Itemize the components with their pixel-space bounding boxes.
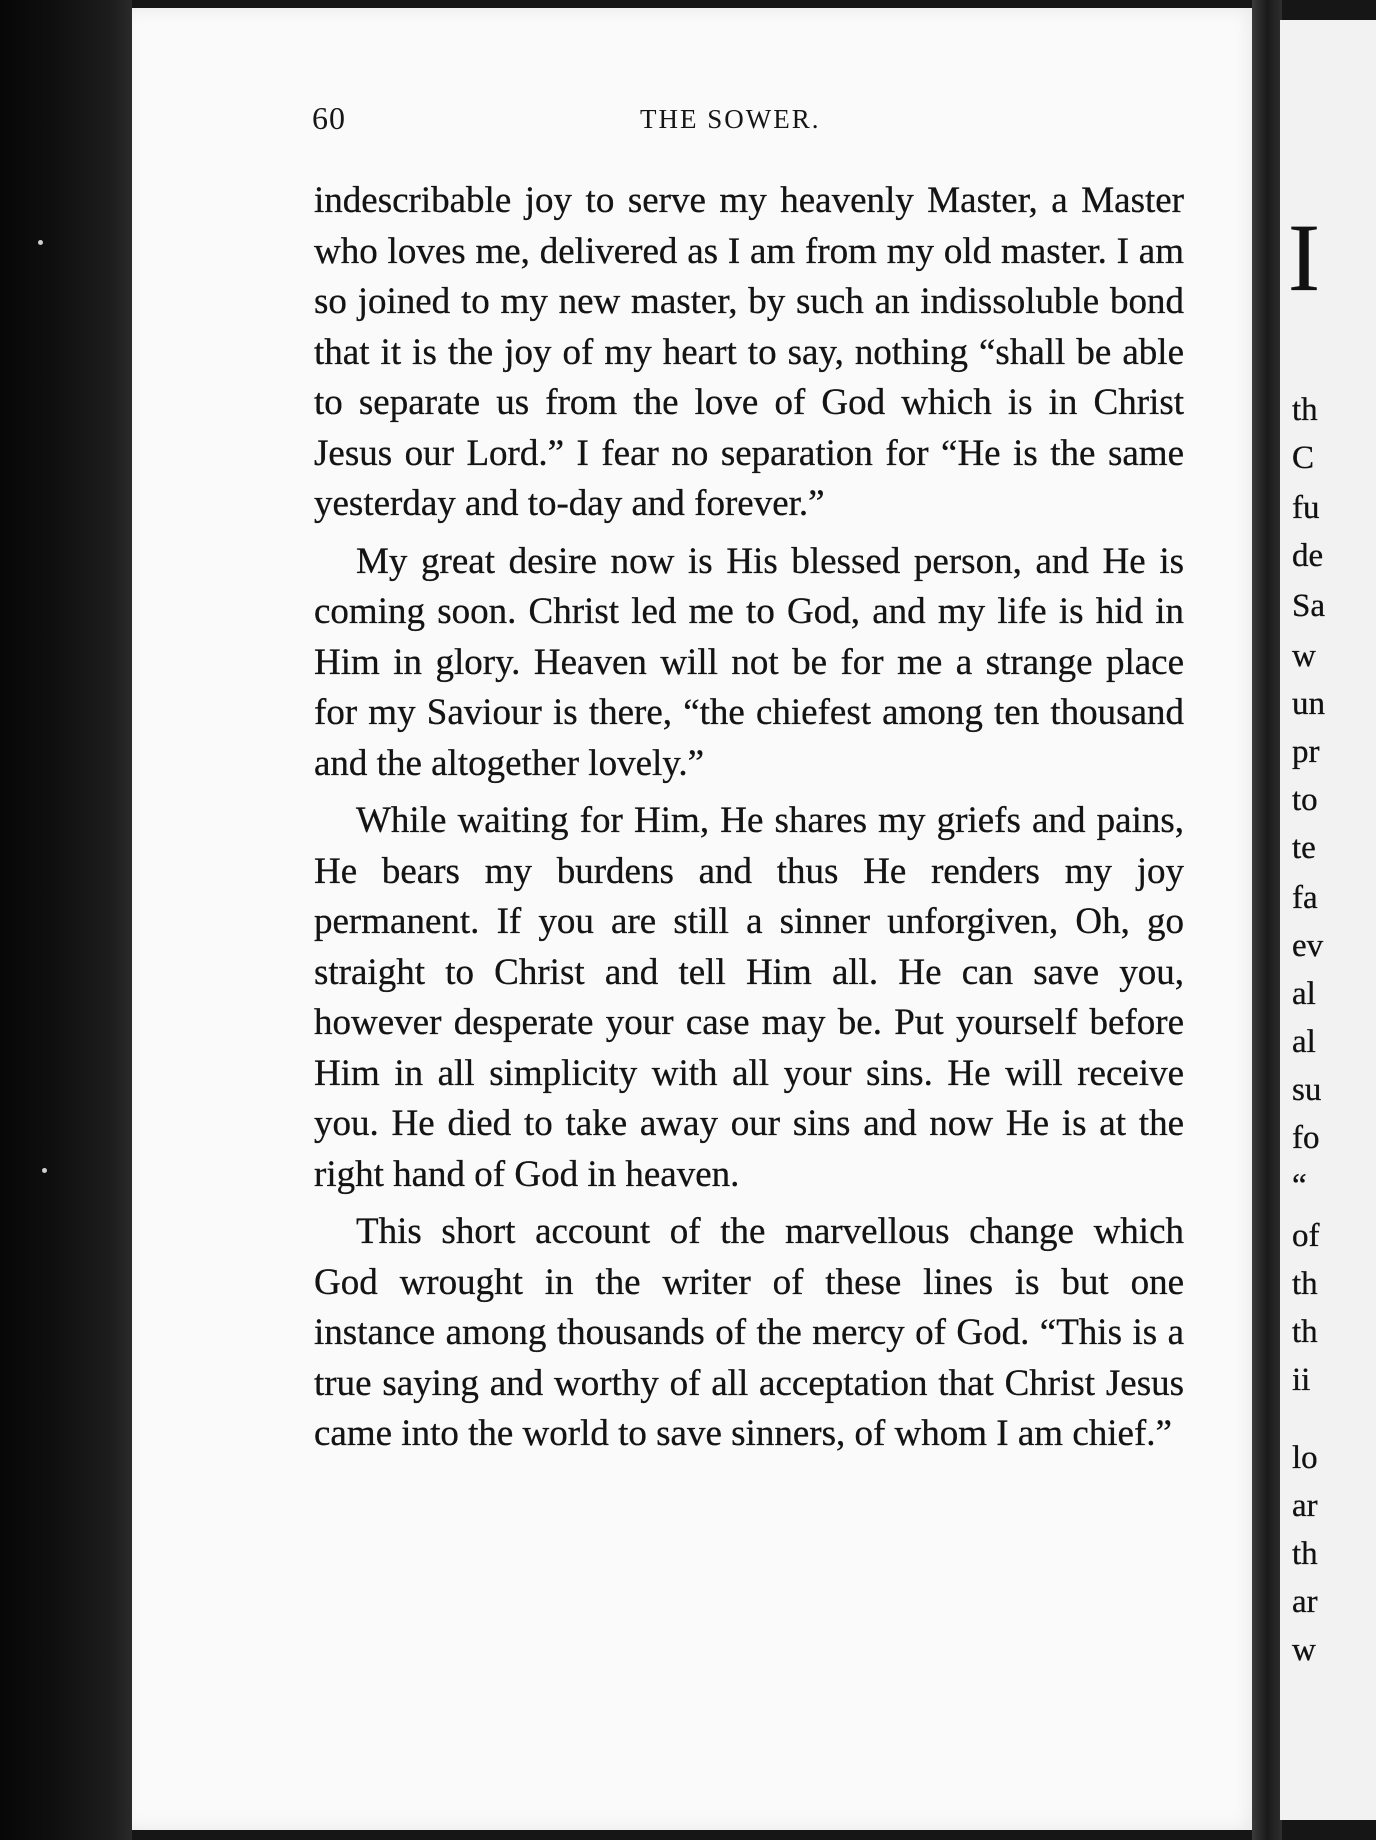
facing-line-fragment: of: [1292, 1218, 1320, 1254]
paragraph: My great desire now is His blessed person, and He is coming soon. Christ led me to God, and my life is hid in Him in glory. Heaven will not be for me a strange place for my Saviour is there, “the chiefest among ten thousand and the altogether lovely.”: [314, 540, 1184, 784]
facing-line-fragment: lo: [1292, 1440, 1318, 1476]
facing-line-fragment: fu: [1292, 490, 1320, 526]
dust-speck: [42, 1168, 47, 1173]
facing-line-fragment: su: [1292, 1072, 1322, 1108]
facing-line-fragment: un: [1292, 686, 1325, 722]
scan-background-edge: [0, 0, 132, 1840]
facing-line-fragment: th: [1292, 1266, 1318, 1302]
page-body: [314, 176, 1184, 1467]
page-header: [180, 100, 1060, 140]
facing-page: [1280, 20, 1376, 1820]
facing-line-fragment: C: [1292, 440, 1315, 476]
paragraph: indescribable joy to serve my heavenly Master, a Master who loves me, delivered as I am from my old master. I am so joined to my new master, by such an indissoluble bond that it is the joy of my heart to say, nothing “shall be able to separate us from the love of God which is in Christ Jesus our Lord.” I fear no separation for “He is the same yesterday and to-day and forever.”: [314, 180, 1184, 524]
facing-line-fragment: al: [1292, 976, 1316, 1012]
facing-line-fragment: to: [1292, 782, 1318, 818]
book-gutter: [1252, 0, 1282, 1840]
facing-line-fragment: th: [1292, 1536, 1318, 1572]
facing-line-fragment: de: [1292, 538, 1324, 574]
facing-line-fragment: ar: [1292, 1584, 1318, 1620]
facing-line-fragment: th: [1292, 1314, 1318, 1350]
facing-line-fragment: ev: [1292, 928, 1324, 964]
dust-speck: [38, 240, 43, 245]
facing-drop-letter: I: [1288, 204, 1320, 311]
facing-line-fragment: fa: [1292, 880, 1318, 916]
facing-line-fragment: ii: [1292, 1362, 1311, 1398]
facing-line-fragment: te: [1292, 830, 1316, 866]
paragraph: While waiting for Him, He shares my griefs and pains, He bears my burdens and thus He renders my joy permanent. If you are still a sinner unforgiven, Oh, go straight to Christ and tell Him all. He can save you, however desperate your case may be. Put yourself before Him in all simplicity with all your sins. He will receive you. He died to take away our sins and now He is at the right hand of God in heaven.: [314, 800, 1184, 1195]
facing-line-fragment: “: [1292, 1168, 1307, 1204]
facing-line-fragment: fo: [1292, 1120, 1320, 1156]
facing-line-fragment: al: [1292, 1024, 1316, 1060]
facing-line-fragment: pr: [1292, 734, 1320, 770]
facing-line-fragment: ar: [1292, 1488, 1318, 1524]
facing-line-fragment: Sa: [1292, 588, 1325, 624]
page-number: 60: [312, 100, 346, 136]
facing-line-fragment: w: [1292, 638, 1316, 674]
facing-line-fragment: th: [1292, 392, 1318, 428]
paragraph: This short account of the marvellous change which God wrought in the writer of these lines is but one instance among thousands of the mercy of God. “This is a true saying and worthy of all acceptation that Christ Jesus came into the world to save sinners, of whom I am chief.”: [314, 1211, 1184, 1454]
facing-line-fragment: w: [1292, 1632, 1316, 1668]
running-title: THE SOWER.: [640, 104, 821, 134]
